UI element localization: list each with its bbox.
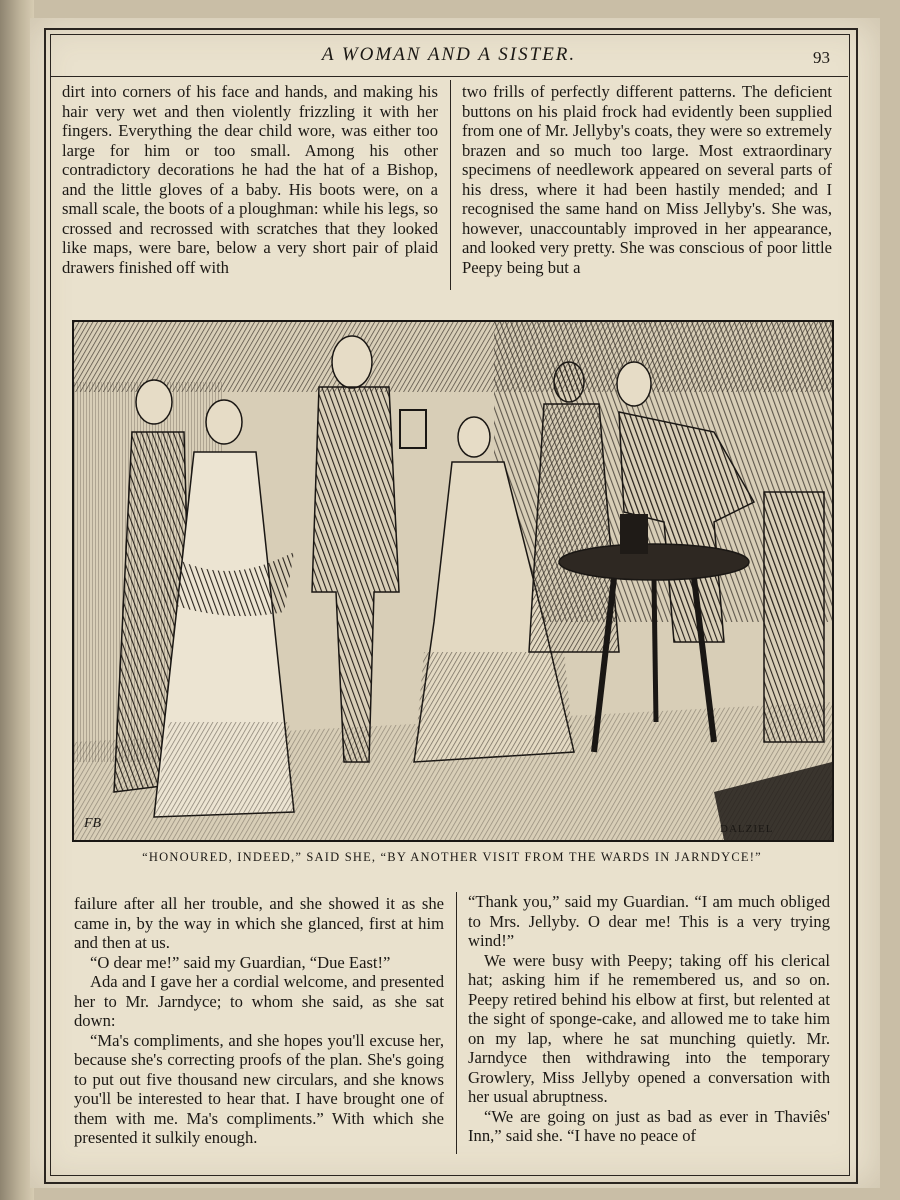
chair-right xyxy=(764,492,824,742)
paragraph: “Ma's compliments, and she hopes you'll excuse her, because she's correcting proofs of the plan. She's going to put out five thousand new circulars, and she knows you'll be interested to hear that. I have brought one of them with me. Ma's compliments.” With which she presented it sulkily enough. xyxy=(74,1030,444,1147)
paragraph: “Thank you,” said my Guardian. “I am much obliged to Mrs. Jellyby. O dear me! This is a very trying wind!” xyxy=(468,892,830,950)
page-header xyxy=(50,38,848,77)
paragraph: Ada and I gave her a cordial welcome, and presented her to Mr. Jarndyce; to whom she said, as she sat down: xyxy=(74,972,444,1030)
paragraph: two frills of perfectly different patterns. The deficient buttons on his plaid frock had evidently been supplied from one of Mr. Jellyby's coats, they were so extremely brazen and so much too large. Most extraordinary specimens of needlework appeared on several parts of his dress, where it had been hastily mended; and I recognised the same hand on Miss Jellyby's. She was, however, unaccountably improved in her appearance, and looked very pretty. She was conscious of poor little Peepy being but a xyxy=(462,82,832,277)
engraver-monogram: FB xyxy=(84,816,102,831)
paragraph: “We are going on just as bad as ever in Thaviês' Inn,” said she. “I have no peace of xyxy=(468,1106,830,1145)
top-right-column xyxy=(462,82,832,277)
top-left-column xyxy=(62,82,438,277)
illustration-drawing xyxy=(74,322,832,840)
engraved-illustration xyxy=(72,320,834,842)
illustration-caption: “HONOURED, INDEED,” SAID SHE, “BY ANOTHER VISIT FROM THE WARDS IN JARNDYCE!” xyxy=(142,850,762,864)
bottom-right-column xyxy=(468,892,830,1146)
adjacent-page-edge xyxy=(0,0,34,1200)
page-number: 93 xyxy=(813,48,830,67)
engraver-signature: DALZIEL xyxy=(720,823,774,835)
running-head: A WOMAN AND A SISTER. xyxy=(321,44,577,65)
paragraph: dirt into corners of his face and hands, and making his hair very wet and then violently frizzling it with her fingers. Everything the dear child wore, was either too large for him or too small. Among his other contradictory decorations he had the hat of a Bishop, and the little gloves of a baby. His boots were, on a small scale, the boots of a ploughman: while his legs, so crossed and recrossed with scratches that they looked like maps, were bare, below a very short pair of plaid drawers finished off with xyxy=(62,82,438,277)
column-rule-top xyxy=(450,80,451,290)
paragraph: “O dear me!” said my Guardian, “Due East!” xyxy=(90,952,391,972)
paragraph: failure after all her trouble, and she showed it as she came in, by the way in which she glanced, first at him and then at us. xyxy=(74,894,444,952)
column-rule-bottom xyxy=(456,892,457,1154)
paragraph: We were busy with Peepy; taking off his clerical hat; asking him if he remembered us, and so on. Peepy retired behind his elbow at first, but relented at the sight of sponge-cake, and allowed me to take him on my lap, where he sat munching quietly. Mr. Jarndyce then withdrawing into the temporary Growlery, Miss Jellyby opened a conversation with her usual abruptness. xyxy=(468,950,830,1106)
bottom-left-column xyxy=(74,894,444,1148)
